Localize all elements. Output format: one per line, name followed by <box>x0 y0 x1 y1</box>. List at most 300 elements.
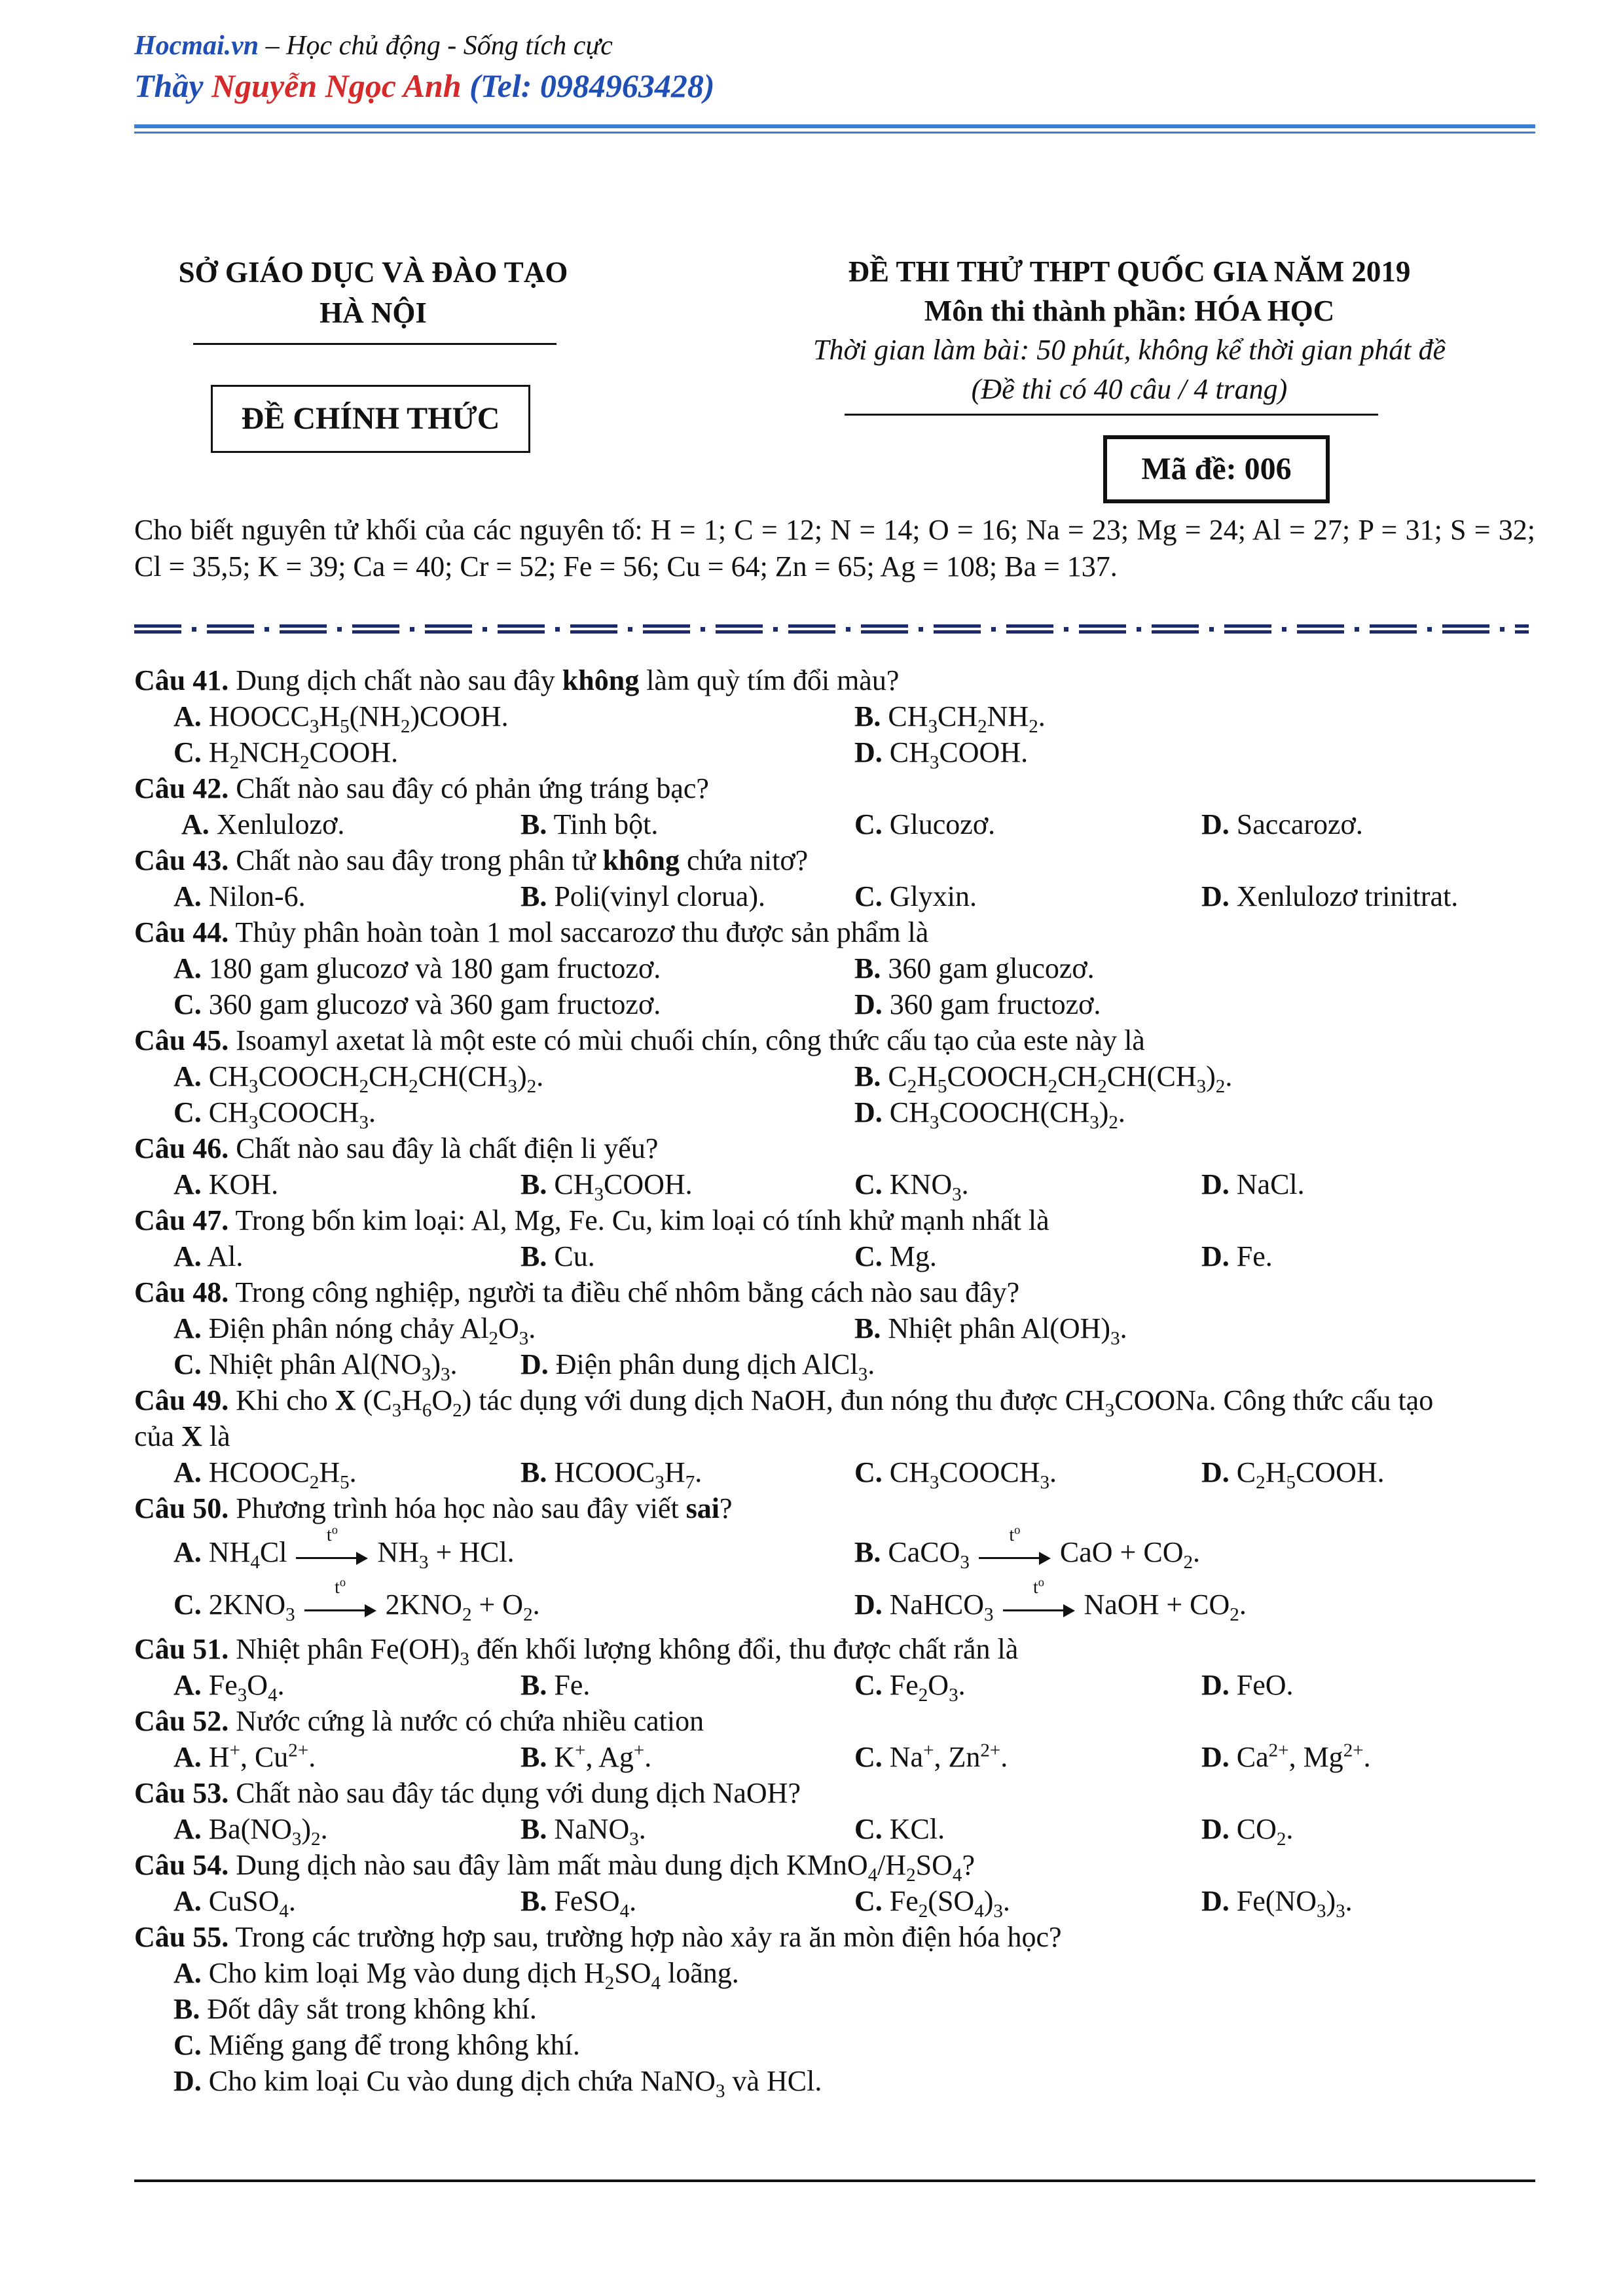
exam-title: ĐỀ THI THỬ THPT QUỐC GIA NĂM 2019 <box>848 255 1411 288</box>
separator-dash <box>1442 630 1489 634</box>
department-divider <box>193 343 556 345</box>
exam-subject: Môn thi thành phần: HÓA HỌC <box>924 295 1335 327</box>
option-text: FeO. <box>1236 1669 1294 1701</box>
options-row <box>134 986 1535 1022</box>
separator-dot <box>1209 627 1214 632</box>
separator-dash <box>934 624 981 628</box>
separator-dot <box>1355 627 1359 632</box>
option-a[interactable]: A. Cho kim loại Mg vào dung dịch $H_2SO_4$ loãng. <box>173 1957 739 1994</box>
option-text: 360 gam fructozơ. <box>889 988 1101 1020</box>
option-b[interactable]: B. $HCOOC_3H_7$. <box>520 1456 702 1493</box>
atomic-masses-note: Cho biết nguyên tử khối của các nguyên tố: H = 1; C = 12; N = 14; O = 16; Na = 23; Mg = 24; Al = 27; P = 31; S = 32; Cl = 35,5; K = 39; Ca = 40; Cr = 52; Fe = 56; Cu = 64; Zn = 65; Ag = 108; Ba = 137. <box>134 514 1535 583</box>
option-c[interactable]: C. $H_2NCH_2COOH$. <box>173 736 399 773</box>
option-label: C. <box>173 736 202 768</box>
separator-dot <box>1064 627 1068 632</box>
separator-dash <box>352 624 399 628</box>
separator-dash <box>788 630 835 634</box>
option-label: D. <box>854 1096 883 1128</box>
option-d[interactable]: D. $CH_3COOH$. <box>854 736 1029 773</box>
option-label: C. <box>173 988 202 1020</box>
options-row <box>134 1575 1535 1631</box>
option-label: C. <box>173 1096 202 1128</box>
heat-condition: $t^o$ <box>335 1575 346 1598</box>
option-c[interactable]: C. $KNO_3$. <box>854 1168 969 1205</box>
option-label: D. <box>1201 1240 1230 1272</box>
option-text: Miếng gang để trong không khí. <box>208 2029 580 2061</box>
option-text: Mg. <box>889 1240 937 1272</box>
options-row <box>134 1454 1535 1493</box>
option-b[interactable] <box>520 878 765 914</box>
condition-text: t <box>326 1524 332 1545</box>
option-label: C. <box>854 880 883 912</box>
exam-title-divider <box>845 414 1378 416</box>
question-text: Chất nào sau đây có phản ứng tráng bạc? <box>228 772 709 804</box>
question-47 <box>134 1202 1535 1238</box>
question-number: Câu 50. <box>134 1492 229 1524</box>
option-label: A. <box>173 1240 202 1272</box>
options-row <box>134 1739 1535 1775</box>
option-label: B. <box>854 952 881 984</box>
option-text: Xenlulozơ trinitrat. <box>1236 880 1459 912</box>
option-label: C. <box>173 1348 202 1380</box>
option-text: Al. <box>207 1240 244 1272</box>
separator-dot <box>555 627 560 632</box>
question-number: Câu 43. <box>134 844 229 876</box>
question-number: Câu 47. <box>134 1204 229 1236</box>
question-52 <box>134 1703 1535 1739</box>
question-45 <box>134 1022 1535 1058</box>
option-label: B. <box>854 1536 881 1568</box>
option-text: Cho kim loại Mg vào dung dịch H <box>208 1957 605 1989</box>
separator-dash <box>207 624 254 628</box>
option-label: A. <box>173 1456 202 1488</box>
heat-condition: $t^o$ <box>1009 1523 1021 1545</box>
option-c[interactable]: C. $Fe_2(SO_4)_3$. <box>854 1885 1010 1922</box>
option-label: A. <box>173 700 202 732</box>
teacher-name: Nguyễn Ngọc Anh <box>211 67 462 104</box>
heat-condition: $t^o$ <box>1032 1575 1044 1598</box>
option-label: C. <box>173 1588 202 1621</box>
option-label: B. <box>520 1741 547 1773</box>
option-b[interactable]: B. $C_2H_5COOCH_2CH_2CH(CH_3)_2$. <box>854 1060 1233 1097</box>
option-d[interactable] <box>1201 1667 1294 1703</box>
separator-dash <box>716 630 763 634</box>
option-label: A. <box>173 1885 202 1917</box>
question-text: Chất nào sau đây trong phân tử <box>228 844 603 876</box>
option-label: B. <box>520 1456 547 1488</box>
separator-dash <box>1224 630 1271 634</box>
site-header <box>134 27 1535 107</box>
option-text: Đốt dây sắt trong không khí. <box>207 1993 537 2025</box>
option-c[interactable]: C. Nhiệt phân $Al(NO_3)_3$. <box>173 1348 458 1385</box>
question-text: Chất nào sau đây tác dụng với dung dịch NaOH? <box>228 1777 801 1809</box>
option-a[interactable]: A. $NH_4Cl$ $t^o$ $NH_3$ + HCl. <box>173 1523 515 1573</box>
separator-dash <box>643 624 690 628</box>
heat-arrow <box>979 1523 1051 1565</box>
question-44 <box>134 914 1535 950</box>
separator-dot <box>483 627 487 632</box>
exam-title-block <box>753 252 1506 409</box>
question-emphasis: không <box>602 844 680 876</box>
options-row <box>134 734 1535 773</box>
option-text: Nilon-6. <box>208 880 306 912</box>
option-label: A. <box>173 1536 202 1568</box>
option-text: 360 gam glucozơ. <box>888 952 1095 984</box>
options-row <box>134 1094 1535 1133</box>
option-c[interactable]: C. Na+, $Zn^{2+}$. <box>854 1740 1008 1773</box>
question-49-cont <box>134 1418 1535 1454</box>
option-c[interactable] <box>854 1238 937 1274</box>
option-text: Nhiệt phân Al(OH) <box>888 1312 1111 1344</box>
separator-dash <box>716 624 763 628</box>
option-a[interactable] <box>173 878 306 914</box>
option-label: B. <box>520 1813 547 1845</box>
department-line-1: SỞ GIÁO DỤC VÀ ĐÀO TẠO <box>178 256 568 289</box>
option-label: D. <box>854 1588 883 1621</box>
separator-dash <box>1442 624 1489 628</box>
separator-dash <box>570 624 617 628</box>
question-text: Nhiệt phân Fe(OH) <box>228 1633 460 1665</box>
teacher-prefix: Thầy <box>134 67 212 104</box>
separator-dot <box>773 627 778 632</box>
option-d[interactable]: D. $CH_3COOCH(CH_3)_2$. <box>854 1096 1125 1133</box>
site-line <box>134 27 1535 64</box>
option-a[interactable]: A. $Ba(NO_3)_2$. <box>173 1813 328 1850</box>
option-b[interactable] <box>520 1667 590 1703</box>
separator-dash <box>643 630 690 634</box>
department-block <box>151 252 596 333</box>
question-50 <box>134 1490 1535 1526</box>
option-text: Fe. <box>1236 1240 1273 1272</box>
option-d[interactable]: D. Điện phân dung dịch AlCl$_3$. <box>520 1348 875 1385</box>
separator-dash <box>1224 624 1271 628</box>
options-row <box>134 698 1535 737</box>
option-c[interactable] <box>854 1811 945 1847</box>
separator-dash <box>861 624 908 628</box>
separator-dash <box>1006 630 1053 634</box>
option-d[interactable]: D. NaHCO$_3$ $t^o$ NaOH + $CO_2$. <box>854 1575 1247 1625</box>
site-name: Hocmai.vn <box>134 31 259 61</box>
separator-dot <box>991 627 996 632</box>
question-text: Dung dịch chất nào sau đây <box>228 664 562 696</box>
question-emphasis: X <box>335 1384 356 1416</box>
question-number: Câu 41. <box>134 664 229 696</box>
option-a[interactable]: A. H+, $Cu^{2+}$. <box>173 1740 316 1773</box>
separator-dash <box>280 630 327 634</box>
option-c[interactable] <box>854 806 995 842</box>
option-c[interactable]: C. $2KNO_3$ $t^o$ $2KNO_2 + O_2$. <box>173 1575 540 1625</box>
option-text: loãng. <box>661 1957 739 1989</box>
option-c[interactable]: C. $CH_3COOCH_3$. <box>173 1096 376 1133</box>
option-b[interactable] <box>854 950 1095 986</box>
option-label: D. <box>173 2065 202 2097</box>
question-53 <box>134 1775 1535 1811</box>
option-label: A. <box>173 1669 202 1701</box>
option-label: C. <box>173 2029 202 2061</box>
heat-condition: $t^o$ <box>326 1523 338 1545</box>
option-label: C. <box>854 1456 883 1488</box>
question-text: Trong công nghiệp, người ta điều chế nhôm bằng cách nào sau đây? <box>228 1276 1020 1308</box>
options-row <box>134 1667 1535 1706</box>
separator-dash <box>570 630 617 634</box>
option-a[interactable] <box>173 950 661 986</box>
exam-time: Thời gian làm bài: 50 phút, không kể thời gian phát đề <box>812 334 1446 366</box>
question-48 <box>134 1274 1535 1310</box>
option-label: C. <box>854 1741 883 1773</box>
options-row <box>134 1811 1535 1850</box>
separator-dot <box>846 627 850 632</box>
option-label: D. <box>854 736 883 768</box>
option-a[interactable]: A. Điện phân nóng chảy $Al_2O_3$. <box>173 1312 536 1349</box>
options-row <box>134 1523 1535 1579</box>
option-b[interactable] <box>134 1991 1535 2027</box>
option-text: Glyxin. <box>889 880 977 912</box>
question-text: Nước cứng là nước có chứa nhiều cation <box>228 1705 704 1737</box>
question-text: Isoamyl axetat là một este có mùi chuối chín, công thức cấu tạo của este này là <box>228 1024 1145 1056</box>
option-a[interactable]: A. $CH_3COOCH_2CH_2CH(CH_3)_2$. <box>173 1060 544 1097</box>
option-label: B. <box>854 700 881 732</box>
question-41 <box>134 662 1535 698</box>
options-row <box>134 1883 1535 1922</box>
option-b[interactable] <box>520 806 658 842</box>
dashed-separator <box>134 622 1529 637</box>
option-d[interactable] <box>1201 806 1363 842</box>
option-d[interactable]: D. Cho kim loại Cu vào dung dịch chứa NaNO$_3$ và HCl. <box>173 2065 822 2102</box>
question-text: Thủy phân hoàn toàn 1 mol saccarozơ thu được sản phẩm là <box>228 916 929 948</box>
option-label: C. <box>854 1168 883 1200</box>
option-label: D. <box>1201 1741 1230 1773</box>
option-b[interactable]: B. FeSO$_4$. <box>520 1885 637 1922</box>
footer-divider <box>134 2179 1535 2182</box>
department-line-2: HÀ NỘI <box>319 296 427 329</box>
option-text: Cu. <box>554 1240 595 1272</box>
question-42 <box>134 770 1535 806</box>
option-d[interactable] <box>1201 1166 1305 1202</box>
option-b[interactable]: B. Nhiệt phân $Al(OH)_3$. <box>854 1312 1127 1349</box>
option-b[interactable]: B. K+, Ag+. <box>520 1740 652 1773</box>
option-a[interactable] <box>181 806 344 842</box>
option-text: NaCl. <box>1236 1168 1305 1200</box>
option-d[interactable] <box>854 986 1101 1022</box>
question-text: Trong bốn kim loại: Al, Mg, Fe. Cu, kim loại có tính khử mạnh nhất là <box>228 1204 1049 1236</box>
question-number: Câu 51. <box>134 1633 229 1665</box>
option-label: B. <box>854 1060 881 1092</box>
question-number: Câu 46. <box>134 1132 229 1164</box>
separator-dash <box>1006 624 1053 628</box>
options-row <box>134 806 1535 842</box>
question-emphasis: không <box>562 664 640 696</box>
question-55 <box>134 1919 1535 1955</box>
condition-text: t <box>1009 1524 1015 1545</box>
option-a[interactable] <box>173 1238 243 1274</box>
option-b[interactable]: B. $CH_3CH_2NH_2$. <box>854 700 1046 737</box>
separator-dot <box>919 627 923 632</box>
option-label: A. <box>173 1168 202 1200</box>
question-emphasis: sai <box>685 1492 720 1524</box>
separator-dot <box>410 627 414 632</box>
option-label: C. <box>854 808 883 840</box>
option-d[interactable] <box>1201 1238 1273 1274</box>
separator-dash <box>1297 630 1344 634</box>
option-c[interactable] <box>173 986 661 1022</box>
option-c[interactable] <box>134 2027 1535 2063</box>
separator-dot <box>1282 627 1286 632</box>
option-label: A. <box>173 1813 202 1845</box>
option-b[interactable]: B. NaNO$_3$. <box>520 1813 646 1850</box>
option-label: C. <box>854 1813 883 1845</box>
separator-dot <box>1500 627 1504 632</box>
option-d[interactable]: D. $CO_2$. <box>1201 1813 1294 1850</box>
option-label: B. <box>520 808 547 840</box>
site-slogan: – Học chủ động - Sống tích cực <box>259 31 613 61</box>
separator-dash <box>207 630 254 634</box>
option-text: Tinh bột. <box>553 808 659 840</box>
option-label: D. <box>1201 880 1230 912</box>
option-text: Điện phân dung dịch AlCl <box>555 1348 858 1380</box>
option-label: D. <box>1201 808 1230 840</box>
separator-dash <box>1152 624 1199 628</box>
option-label: D. <box>1201 1669 1230 1701</box>
condition-text: t <box>335 1577 340 1598</box>
option-text: Xenlulozơ. <box>216 808 345 840</box>
separator-dash <box>498 624 545 628</box>
option-label: A. <box>173 1312 202 1344</box>
question-text: làm quỳ tím đổi màu? <box>639 664 900 696</box>
option-label: A. <box>173 1060 202 1092</box>
question-text: Chất nào sau đây là chất điện li yếu? <box>228 1132 659 1164</box>
option-text: 180 gam glucozơ và 180 gam fructozơ. <box>208 952 661 984</box>
separator-dash <box>134 624 181 628</box>
separator-dot <box>1137 627 1141 632</box>
option-label: B. <box>520 1885 547 1917</box>
option-label: A. <box>173 1957 202 1989</box>
question-number: Câu 54. <box>134 1849 229 1881</box>
options-row <box>134 1166 1535 1205</box>
question-number: Câu 45. <box>134 1024 229 1056</box>
option-label: C. <box>854 1240 883 1272</box>
separator-dash <box>425 624 472 628</box>
teacher-tel: (Tel: 0984963428) <box>461 67 715 104</box>
option-label: C. <box>854 1669 883 1701</box>
separator-dash <box>352 630 399 634</box>
option-b[interactable]: B. $CH_3COOH$. <box>520 1168 693 1205</box>
question-text: của <box>134 1420 182 1452</box>
separator-dash <box>861 630 908 634</box>
separator-dash <box>1515 630 1529 634</box>
option-label: D. <box>1201 1885 1230 1917</box>
option-label: A. <box>181 808 210 840</box>
question-54: Câu 54. Dung dịch nào sau đây làm mất màu dung dịch $KMnO_4/H_2SO_4$? <box>134 1849 975 1886</box>
option-text: Poli(vinyl clorua). <box>554 880 765 912</box>
separator-dash <box>280 624 327 628</box>
option-d[interactable]: D. $Fe(NO_3)_3$. <box>1201 1885 1353 1922</box>
option-text: KOH. <box>208 1168 279 1200</box>
option-label: D. <box>1201 1813 1230 1845</box>
options-row <box>134 1310 1535 1349</box>
separator-dash <box>1370 624 1417 628</box>
option-label: A. <box>173 952 202 984</box>
question-text: Trong các trường hợp sau, trường hợp nào xảy ra ăn mòn điện hóa học? <box>228 1921 1062 1953</box>
question-number: Câu 53. <box>134 1777 229 1809</box>
options-row <box>134 1058 1535 1097</box>
question-text: chứa nitơ? <box>679 844 809 876</box>
option-a[interactable]: A. $Fe_3O_4$. <box>173 1669 285 1706</box>
option-text: KCl. <box>889 1813 945 1845</box>
separator-dash <box>1079 630 1126 634</box>
option-b[interactable]: B. CaCO$_3$ $t^o$ CaO + $CO_2$. <box>854 1523 1200 1573</box>
question-51: Câu 51. Nhiệt phân $Fe(OH)_3$ đến khối lượng không đổi, thu được chất rắn là <box>134 1633 1019 1670</box>
question-emphasis: X <box>181 1420 202 1452</box>
option-a[interactable]: A. $HCOOC_2H_5$. <box>173 1456 357 1493</box>
option-d[interactable]: D. $C_2H_5COOH$. <box>1201 1456 1385 1493</box>
exam-count: (Đề thi có 40 câu / 4 trang) <box>971 373 1288 405</box>
separator-dot <box>1427 627 1432 632</box>
option-label: C. <box>854 1885 883 1917</box>
question-49: Câu 49. Khi cho X $(C_3H_6O_2)$ tác dụng với dung dịch NaOH, đun nóng thu được $CH_3COONa$. Công thức cấu tạo <box>134 1384 1434 1421</box>
option-label: A. <box>173 1741 202 1773</box>
option-text: và HCl. <box>725 2065 822 2097</box>
question-text: tác dụng với dung dịch NaOH, đun nóng thu được CH <box>471 1384 1105 1416</box>
option-label: D. <box>1201 1168 1230 1200</box>
question-text: đến khối lượng không đổi, thu được chất rắn là <box>469 1633 1019 1665</box>
question-list <box>134 662 1535 2102</box>
option-text: 360 gam glucozơ và 360 gam fructozơ. <box>208 988 661 1020</box>
separator-dot <box>628 627 632 632</box>
option-label: A. <box>173 880 202 912</box>
option-label: D. <box>854 988 883 1020</box>
separator-dash <box>1515 624 1529 628</box>
question-text: Dung dịch nào sau đây làm mất màu dung dịch KMnO <box>228 1849 868 1881</box>
exam-code-box: Mã đề: 006 <box>1103 435 1330 503</box>
option-d[interactable]: D. $Ca^{2+}$, $Mg^{2+}$. <box>1201 1740 1371 1773</box>
option-text: Cho kim loại Cu vào dung dịch chứa NaNO <box>208 2065 716 2097</box>
option-label: B. <box>854 1312 881 1344</box>
separator-dash <box>425 630 472 634</box>
question-number: Câu 48. <box>134 1276 229 1308</box>
option-text: Saccarozơ. <box>1236 808 1363 840</box>
heat-arrow <box>1003 1575 1075 1617</box>
option-a[interactable]: A. $HOOCC_3H_5(NH_2)COOH$. <box>173 700 509 737</box>
heat-arrow <box>296 1523 368 1565</box>
option-a[interactable] <box>173 1166 278 1202</box>
separator-dot <box>264 627 269 632</box>
separator-dash <box>498 630 545 634</box>
option-label: B. <box>520 880 547 912</box>
option-label: B. <box>520 1240 547 1272</box>
option-c[interactable]: C. $Fe_2O_3$. <box>854 1669 966 1706</box>
question-number: Câu 42. <box>134 772 229 804</box>
question-text: COONa. Công thức cấu tạo <box>1114 1384 1434 1416</box>
option-text: Glucozơ. <box>889 808 996 840</box>
question-46 <box>134 1130 1535 1166</box>
option-label: D. <box>1201 1456 1230 1488</box>
question-text: là <box>202 1420 230 1452</box>
question-43 <box>134 842 1535 878</box>
option-d[interactable] <box>1201 878 1458 914</box>
separator-dash <box>1297 624 1344 628</box>
option-c[interactable] <box>854 878 977 914</box>
question-number: Câu 55. <box>134 1921 229 1953</box>
separator-dash <box>934 630 981 634</box>
option-a[interactable]: A. CuSO$_4$. <box>173 1885 296 1922</box>
option-b[interactable] <box>520 1238 595 1274</box>
option-c[interactable]: C. $CH_3COOCH_3$. <box>854 1456 1057 1493</box>
question-number: Câu 44. <box>134 916 229 948</box>
separator-dash <box>1370 630 1417 634</box>
heat-arrow <box>304 1575 376 1617</box>
question-number: Câu 49. <box>134 1384 229 1416</box>
separator-dash <box>134 630 181 634</box>
